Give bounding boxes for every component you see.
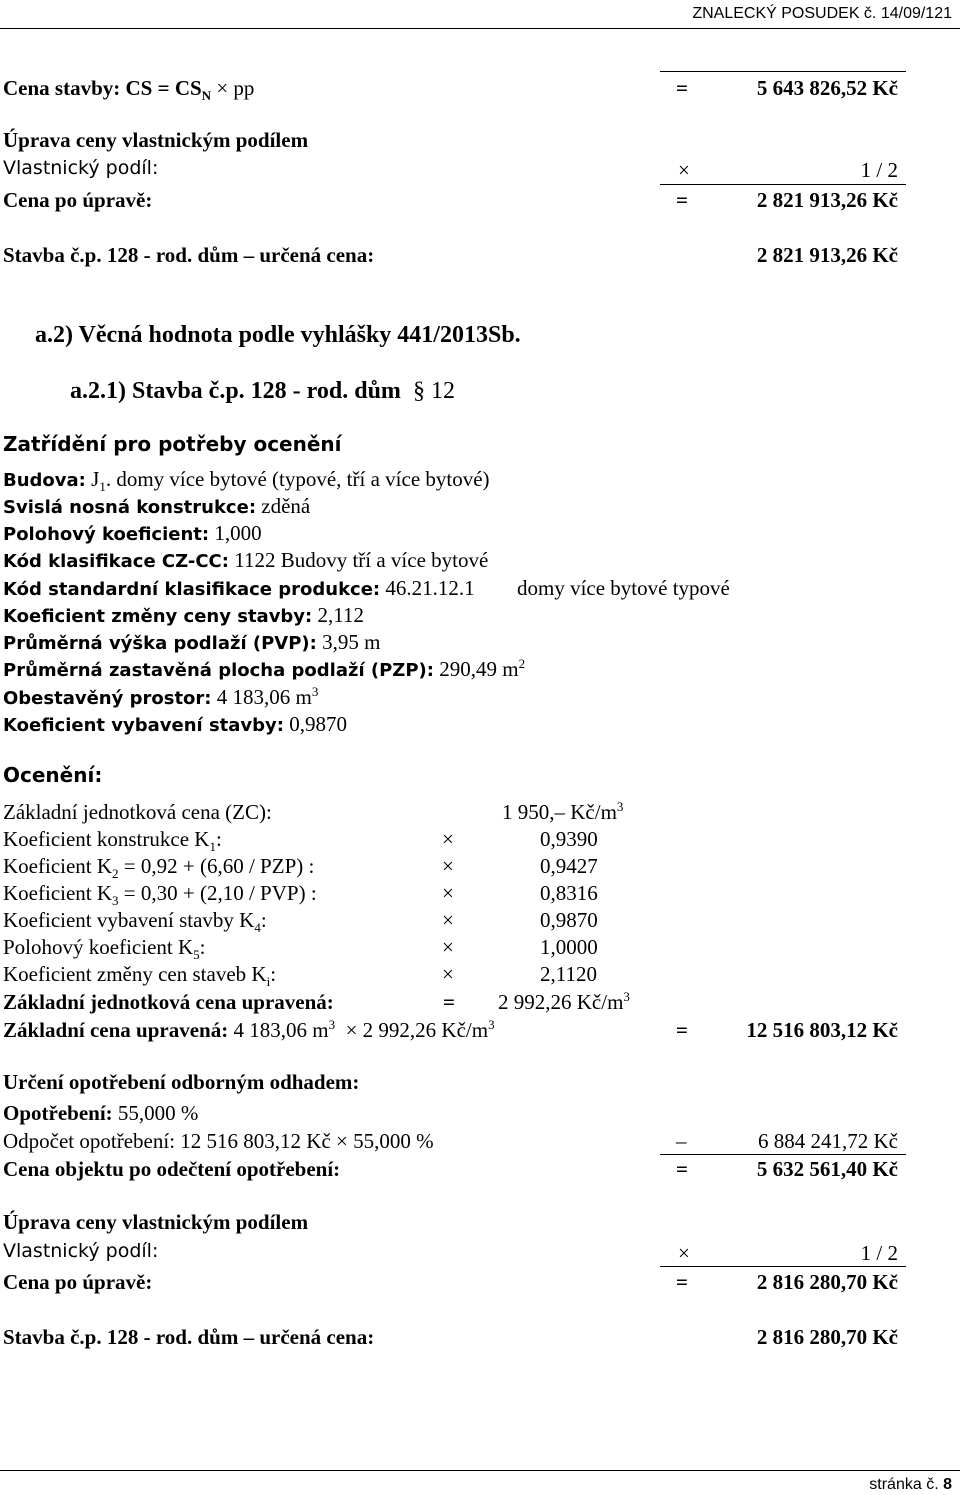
obestaveny-prostor-row: Obestavěný prostor: 4 183,06 $m^3$ (3, 684, 319, 709)
svisla-konstrukce-row: Svislá nosná konstrukce: zděná (3, 494, 311, 518)
cena-po-uprave-equals: = (676, 188, 688, 212)
odpocet-label: Odpočet opotřebení: 12 516 803,12 Kč × 55,000 % (3, 1129, 434, 1153)
uprava-title-bottom: Úprava ceny vlastnickým podílem (3, 1210, 309, 1234)
cena-po-uprave-value-bottom: 2 816 280,70 Kč (756, 1270, 898, 1294)
koef-zmeny-row: Koeficient změny ceny stavby: 2,112 (3, 603, 364, 627)
cena-stavby-value: 5 643 826,52 Kč (756, 76, 898, 100)
cena-stavby-equals: = (676, 76, 688, 100)
zc-upravena-row: Základní cena upravená: 4 183,06 $m^3 \times 2$ 992,26 $Kč/m^3$ (3, 1017, 495, 1042)
podil-multiply-sign-bottom: × (678, 1241, 690, 1265)
urcena-cena-label-bottom: Stavba č.p. 128 - rod. dům – určená cena: (3, 1325, 375, 1349)
pzp-row: Průměrná zastavěná plocha podlaží (PZP): 290,49 $m^2$ (3, 656, 526, 681)
header-divider (0, 28, 960, 29)
odpocet-underline (660, 1154, 906, 1155)
koeficient-row-label: Koeficient změny cen staveb $K_i$: (3, 962, 277, 990)
opotrebeni-row: Opotřebení: 55,000 % (3, 1101, 199, 1125)
zc-value: 1 950,– $Kč/m^3$ (502, 799, 624, 824)
zc-label: Základní jednotková cena (ZC): (3, 800, 272, 824)
kod-standardni-row: Kód standardní klasifikace produkce: 46.21.12.1 (3, 576, 475, 600)
koeficient-row-multiply-sign: × (442, 908, 454, 932)
koeficient-row-value: 0,9390 (540, 827, 598, 851)
budova-row: Budova: $J_1$. domy více bytové (typové, tří a více bytové) (3, 467, 490, 495)
pvp-row: Průměrná výška podlaží (PVP): 3,95 m (3, 630, 381, 654)
cena-po-uprave-label-bottom: Cena po úpravě: (3, 1270, 153, 1294)
zjc-upravena-label: Základní jednotková cena upravená: (3, 990, 334, 1014)
cena-stavby-label: Cena stavby: CS = $CS_N$ × pp (3, 76, 255, 104)
podil-label-bottom: Vlastnický podíl: (3, 1240, 159, 1262)
opotrebeni-title: Určení opotřebení odborným odhadem: (3, 1070, 360, 1094)
cena-objektu-label: Cena objektu po odečtení opotřebení: (3, 1157, 341, 1181)
kod-cz-cc-row: Kód klasifikace CZ-CC: 1122 Budovy tří a více bytové (3, 548, 489, 572)
cena-objektu-value: 5 632 561,40 Kč (756, 1157, 898, 1181)
uprava-title: Úprava ceny vlastnickým podílem (3, 128, 309, 152)
cena-po-uprave-label: Cena po úpravě: (3, 188, 153, 212)
oceneni-title: Ocenění: (3, 763, 103, 787)
koeficient-row-label: Polohový koeficient $K_5$: (3, 935, 206, 963)
odpocet-value: 6 884 241,72 Kč (758, 1129, 898, 1153)
zc-upravena-equals: = (676, 1018, 688, 1042)
odpocet-minus-sign: – (676, 1129, 687, 1153)
zjc-upravena-equals: = (443, 990, 455, 1014)
cena-po-uprave-value: 2 821 913,26 Kč (756, 188, 898, 212)
footer-divider (0, 1470, 960, 1471)
koeficient-row-value: 2,1120 (540, 962, 597, 986)
podil-value: 1 / 2 (860, 158, 898, 182)
koeficient-row-multiply-sign: × (442, 881, 454, 905)
kod-standardni-desc: domy více bytové typové (517, 576, 730, 600)
page-footer: stránka č. 8 (869, 1476, 952, 1493)
koeficient-row-label: Koeficient $K_2 = 0,92 + (6,60 / PZP)$ : (3, 854, 315, 882)
document-header-title: ZNALECKÝ POSUDEK č. 14/09/121 (692, 5, 952, 22)
podil-value-bottom: 1 / 2 (860, 1241, 898, 1265)
koeficient-row-value: 0,9427 (540, 854, 598, 878)
urcena-cena-value: 2 821 913,26 Kč (756, 243, 898, 267)
cena-objektu-equals: = (676, 1157, 688, 1181)
koef-vybaveni-row: Koeficient vybavení stavby: 0,9870 (3, 712, 347, 736)
koeficient-row-label: Koeficient $K_3 = 0,30 + (2,10 / PVP)$ : (3, 881, 317, 909)
koeficient-row-multiply-sign: × (442, 935, 454, 959)
koeficient-row-multiply-sign: × (442, 962, 454, 986)
zjc-upravena-value: 2 992,26 $Kč/m^3$ (498, 989, 630, 1014)
koeficient-row-value: 0,9870 (540, 908, 598, 932)
podil-underline (660, 184, 906, 185)
koeficient-row-label: Koeficient konstrukce $K_1$: (3, 827, 222, 855)
cena-po-uprave-equals-bottom: = (676, 1270, 688, 1294)
koeficient-row-label: Koeficient vybavení stavby $K_4$: (3, 908, 267, 936)
koeficient-row-value: 1,0000 (540, 935, 598, 959)
koeficient-row-value: 0,8316 (540, 881, 598, 905)
section-a2-title: a.2) Věcná hodnota podle vyhlášky 441/2013Sb. (35, 322, 521, 348)
zc-upravena-value: 12 516 803,12 Kč (746, 1018, 898, 1042)
urcena-cena-value-bottom: 2 816 280,70 Kč (756, 1325, 898, 1349)
polohovy-koeficient-row: Polohový koeficient: 1,000 (3, 521, 262, 545)
podil-label: Vlastnický podíl: (3, 157, 159, 179)
podil-underline-bottom (660, 1266, 906, 1267)
koeficient-row-multiply-sign: × (442, 827, 454, 851)
section-a21-title: a.2.1) Stavba č.p. 128 - rod. dům § 12 (70, 378, 455, 404)
koeficient-row-multiply-sign: × (442, 854, 454, 878)
result-underline (660, 71, 906, 72)
podil-multiply-sign: × (678, 158, 690, 182)
urcena-cena-label: Stavba č.p. 128 - rod. dům – určená cena: (3, 243, 375, 267)
zatrideni-title: Zatřídění pro potřeby ocenění (3, 432, 342, 456)
